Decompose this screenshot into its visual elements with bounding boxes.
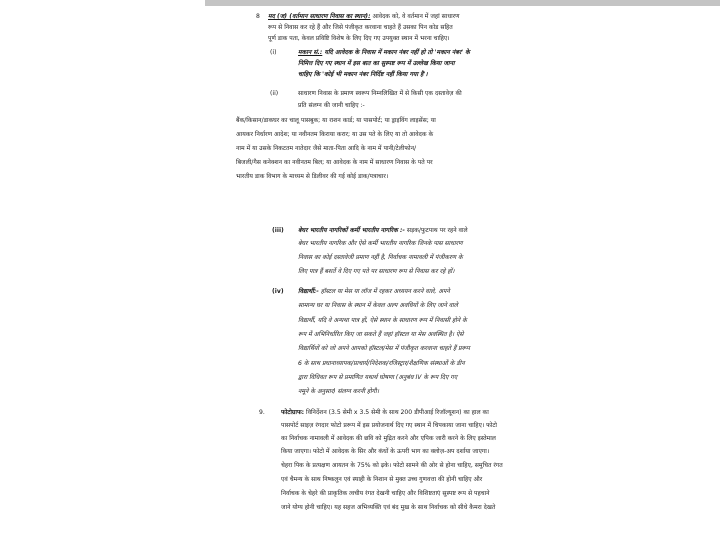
item8-sub1-text-1: यदि आवेदक के निवास में मकान नंबर नहीं हो तो 'मकान नंबर' के [324,49,470,56]
item8-sub4-lead: विद्यार्थी:- [298,288,319,295]
item8-sub3-line-3: निवास का कोई दस्तावेजी प्रमाण नहीं है, निर्वाचक नामावली में पंजीकरण के [298,254,463,261]
docs-line-5: भारतीय डाक विभाग के माध्यम से डिलीवर की गई कोई डाक/पत्राचार। [236,173,389,180]
item9-line-7: निर्वाचक के चेहरे की प्राकृतिक त्वचीय रंगत देखनी चाहिए और विशिष्टताएं सुस्पष्ट रूप से पहचाने [281,490,490,497]
item8-sub1-label: (i) [270,49,277,56]
item8-sub4-line-1 [298,287,574,298]
item9-line-1 [281,408,574,419]
item8-sub4-line-8: नमूने के अनुसार) संलग्न करनी होगी। [298,388,379,395]
item8-sub3-lead: बेघर भारतीय नागरिकों कर्मी भारतीय नागरिक :- [298,227,405,234]
item8-sub3-text-1: सड़क/फुटपाथ पर रहने वाले [406,227,468,234]
item8-sub4-label: (iv) [272,288,284,295]
item8-sub4-line-6: 6 के साथ प्रधानाध्यापक/प्राचार्य/निदेशक/रजिस्ट्रार/शैक्षणिक संस्थाओं के डीन [298,360,465,367]
item8-sub2-line-1: साधारण निवास के प्रमाण स्वरूप निम्नलिखित में से किसी एक दस्तावेज़ की [298,90,462,97]
item8-number: 8 [256,13,260,20]
item8-sub1-lead: मकान सं.: [298,49,323,56]
viewer-top-bar [205,0,720,6]
item9-text-1: विनिर्देशन (3.5 सेमी x 3.5 सेमी के साथ 200 डीपीआई रिजॉल्यूशन) का हाल का [306,409,489,416]
docs-line-3: नाम में या उसके निकटतम नातेदार जैसे माता-पिता आदि के नाम में पानी/टेलीफोन/ [236,145,417,152]
item8-sub4-line-5: विद्यार्थियों को जो अपने आपको हॉस्टल/मेस में पंजीकृत करवाना चाहते हैं प्ररूप [298,345,470,352]
item8-sub3-label: (iii) [272,227,284,234]
item8-sub3-line-1 [298,226,574,237]
item8-sub4-line-3: विद्यार्थी, यदि वे अन्यथा पात्र हों, ऐसे स्थान के साधारण रूप में निवासी होने के [298,317,467,324]
item9-line-4: किया जाएगा। फोटो में आवेदक के सिर और कंधों के ऊपरी भाग का क्लोज़-अप दर्शाया जाएगा। [281,448,490,455]
item8-sub4-line-2: सामान्य घर या निवास के स्थान में केवल अल्प अवधियों के लिए जाने वाले [298,302,458,309]
item8-sub1-line-2: निमित्त दिए गए स्थान में इस बात का सुस्पष्ट रूप में उल्लेख किया जाना [298,60,455,67]
item8-sub3-line-2: बेघर भारतीय नागरिक और ऐसे कर्मी भारतीय नागरिक जिनके पास साधारण [298,240,463,247]
docs-line-4: बिजली/गैस कनेक्शन का नवीनतम बिल; या आवेदक के नाम में साधारण निवास के पते पर [236,159,433,166]
item9-line-8: जाने योग्य होनी चाहिए। यह सहज अभिव्यक्ति एवं बंद मुख के साथ निर्वाचक को सीधे कैमरा देखते [281,504,496,511]
item8-sub2-label: (ii) [270,90,279,97]
item9-line-6: एवं चैमन्य के साथ निष्कलुन एवं स्याही के निशान से मुक्त उच्च गुणवत्ता की होनी चाहिए और [281,476,483,483]
item9-line-2: पासपोर्ट साइज़ रंगदार फोटो प्ररूप में इस प्रयोजनार्थ दिए गए स्थान में चिपकाया जाना चाहिए। फोटो [281,422,498,429]
docs-line-2: आयकर निर्धारण आदेश; या नवीनतम किराया करार; या उस पते के लिए या तो आवेदक के [236,131,434,138]
item8-text-1: आवेदक को, वे वर्तमान में जहां साधारण [372,13,460,20]
item8-heading: मद (ज) (वर्तमान साधारण निवास का स्थान): [268,13,371,20]
item8-sub4-line-7: द्वारा विधिवत रूप से प्रमाणित यथार्थ घोषणा (अनुबंध IV के रूप दिए गए [298,374,458,381]
document-page [236,10,576,538]
docs-line-1: बैंक/किसान/डाकघर का चालू पासबुक; या राशन कार्ड; या पासपोर्ट; या ड्राइविंग लाइसेंस; या [236,117,436,124]
item8-sub3-line-4: लिए पात्र हैं बशर्ते वे दिए गए पते पर साधारण रूप से निवास कर रहे हों। [298,268,455,275]
item8-sub4-text-1: हॉस्टल या मेस या लॉज में रहकर अध्ययन करने वाले, अपने [320,288,450,295]
item8-sub4-line-4: रूप में अभिनिर्धारित किए जा सकते हैं जहां हॉस्टल या मेस अवस्थित है। ऐसे [298,331,464,338]
item9-heading: फोटोग्राफ: [281,409,305,416]
item8-line-1 [268,12,574,23]
item8-sub2-line-2: प्रति संलग्न की जानी चाहिए :- [298,102,365,109]
item8-sub1-line-3: चाहिए कि 'कोई भी मकान नंबर निर्दिष्ट नहीं किया गया है'। [298,71,428,78]
item9-line-5: चेहरा पिक के प्रत्यक्षण आयतन के 75% को ढ़के। फोटो सामने की ओर से होना चाहिए, समुचित रंगत [281,462,503,469]
item8-line-3: पूर्ण डाक पता, केवल प्रविष्टि विशेष के लिए दिए गए उपयुक्त स्थान में भरना चाहिए। [268,35,450,42]
item9-line-3: का निर्वाचक नामावली में आवेदक की छवि को मुद्रित करने और एपिक जारी करने के लिए इस्तेमाल [281,435,496,442]
item8-sub1-line-1 [298,48,574,59]
item8-line-2: रूप से निवास कर रहे हैं और जिसे पंजीकृत करवाना चाहते हैं उसका पिन कोड सहित [268,24,453,31]
item9-number: 9. [259,409,265,416]
